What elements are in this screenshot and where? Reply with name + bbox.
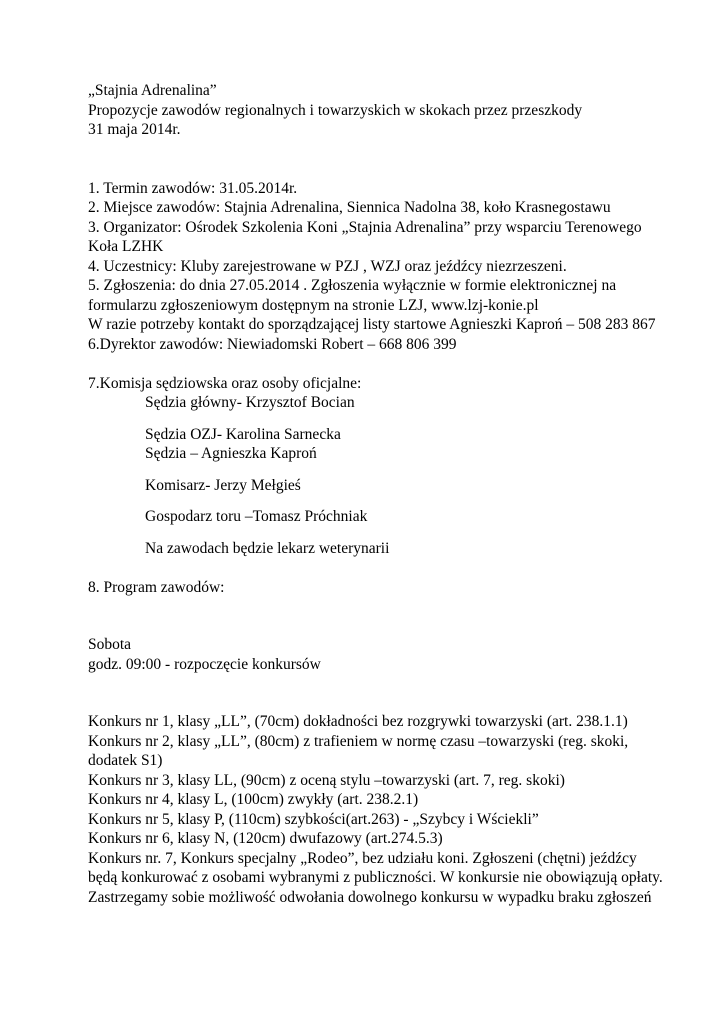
document-page: [88, 81, 663, 907]
info-item-2: 2. Miejsce zawodów: Stajnia Adrenalina, Siennica Nadolna 38, koło Krasnegostawu: [88, 199, 611, 216]
commission-judge: Sędzia – Agnieszka Kaproń: [145, 445, 317, 462]
competition-7-line-1: Konkurs nr. 7, Konkurs specjalny „Rodeo”, bez udziału koni. Zgłoszeni (chętni) jeźdźcy: [88, 849, 637, 867]
info-item-3-line-1: 3. Organizator: Ośrodek Szkolenia Koni „Stajnia Adrenalina” przy wsparciu Terenowego: [88, 218, 642, 236]
info-item-4: 4. Uczestnicy: Kluby zarejestrowane w PZJ , WZJ oraz jeźdźcy niezrzeszeni.: [88, 257, 567, 275]
competition-7-line-2: będą konkurować z osobami wybranymi z publiczności. W konkursie nie obowiązują opłaty.: [88, 869, 663, 886]
document-date: 31 maja 2014r.: [88, 121, 181, 138]
program-start: godz. 09:00 - rozpoczęcie konkursów: [88, 655, 321, 673]
competition-3: Konkurs nr 3, klasy LL, (90cm) z oceną stylu –towarzyski (art. 7, reg. skoki): [88, 771, 565, 789]
document-title: „Stajnia Adrenalina”: [88, 82, 217, 99]
cancellation-note: Zastrzegamy sobie możliwość odwołania dowolnego konkursu w wypadku braku zgłoszeń: [88, 888, 652, 906]
info-item-1: 1. Termin zawodów: 31.05.2014r.: [88, 179, 298, 197]
competition-6: Konkurs nr 6, klasy N, (120cm) dwufazowy (art.274.5.3): [88, 830, 443, 847]
info-item-5-line-2: formularzu zgłoszeniowym dostępnym na stronie LZJ, www.lzj-konie.pl: [88, 296, 539, 314]
document-subtitle: Propozycje zawodów regionalnych i towarzyskich w skokach przez przeszkody: [88, 101, 583, 119]
competition-4: Konkurs nr 4, klasy L, (100cm) zwykły (art. 238.2.1): [88, 791, 419, 808]
info-item-6: 6.Dyrektor zawodów: Niewiadomski Robert – 668 806 399: [88, 335, 457, 353]
commission-commissioner: Komisarz- Jerzy Mełgieś: [145, 476, 301, 494]
competition-1: Konkurs nr 1, klasy „LL”, (70cm) dokładności bez rozgrywki towarzyski (art. 238.1.1): [88, 713, 628, 730]
info-contact: W razie potrzeby kontakt do sporządzającej listy startowe Agnieszki Kaproń – 508 283 867: [88, 316, 656, 333]
commission-heading: 7.Komisja sędziowska oraz osoby oficjalne:: [88, 374, 362, 392]
competition-2-line-2: dodatek S1): [88, 752, 163, 769]
competition-5: Konkurs nr 5, klasy P, (110cm) szybkości(art.263) - „Szybcy i Wściekli”: [88, 810, 539, 828]
competition-2-line-1: Konkurs nr 2, klasy „LL”, (80cm) z trafieniem w normę czasu –towarzyski (reg. skoki,: [88, 732, 629, 750]
program-day: Sobota: [88, 636, 132, 653]
commission-chief-judge: Sędzia główny- Krzysztof Bocian: [145, 394, 355, 411]
commission-course-host: Gospodarz toru –Tomasz Próchniak: [145, 508, 368, 525]
info-item-3-line-2: Koła LZHK: [88, 238, 164, 255]
commission-vet: Na zawodach będzie lekarz weterynarii: [145, 539, 390, 557]
info-item-5-line-1: 5. Zgłoszenia: do dnia 27.05.2014 . Zgłoszenia wyłącznie w formie elektronicznej na: [88, 277, 617, 294]
program-heading: 8. Program zawodów:: [88, 578, 225, 596]
commission-ozj-judge: Sędzia OZJ- Karolina Sarnecka: [145, 425, 341, 443]
